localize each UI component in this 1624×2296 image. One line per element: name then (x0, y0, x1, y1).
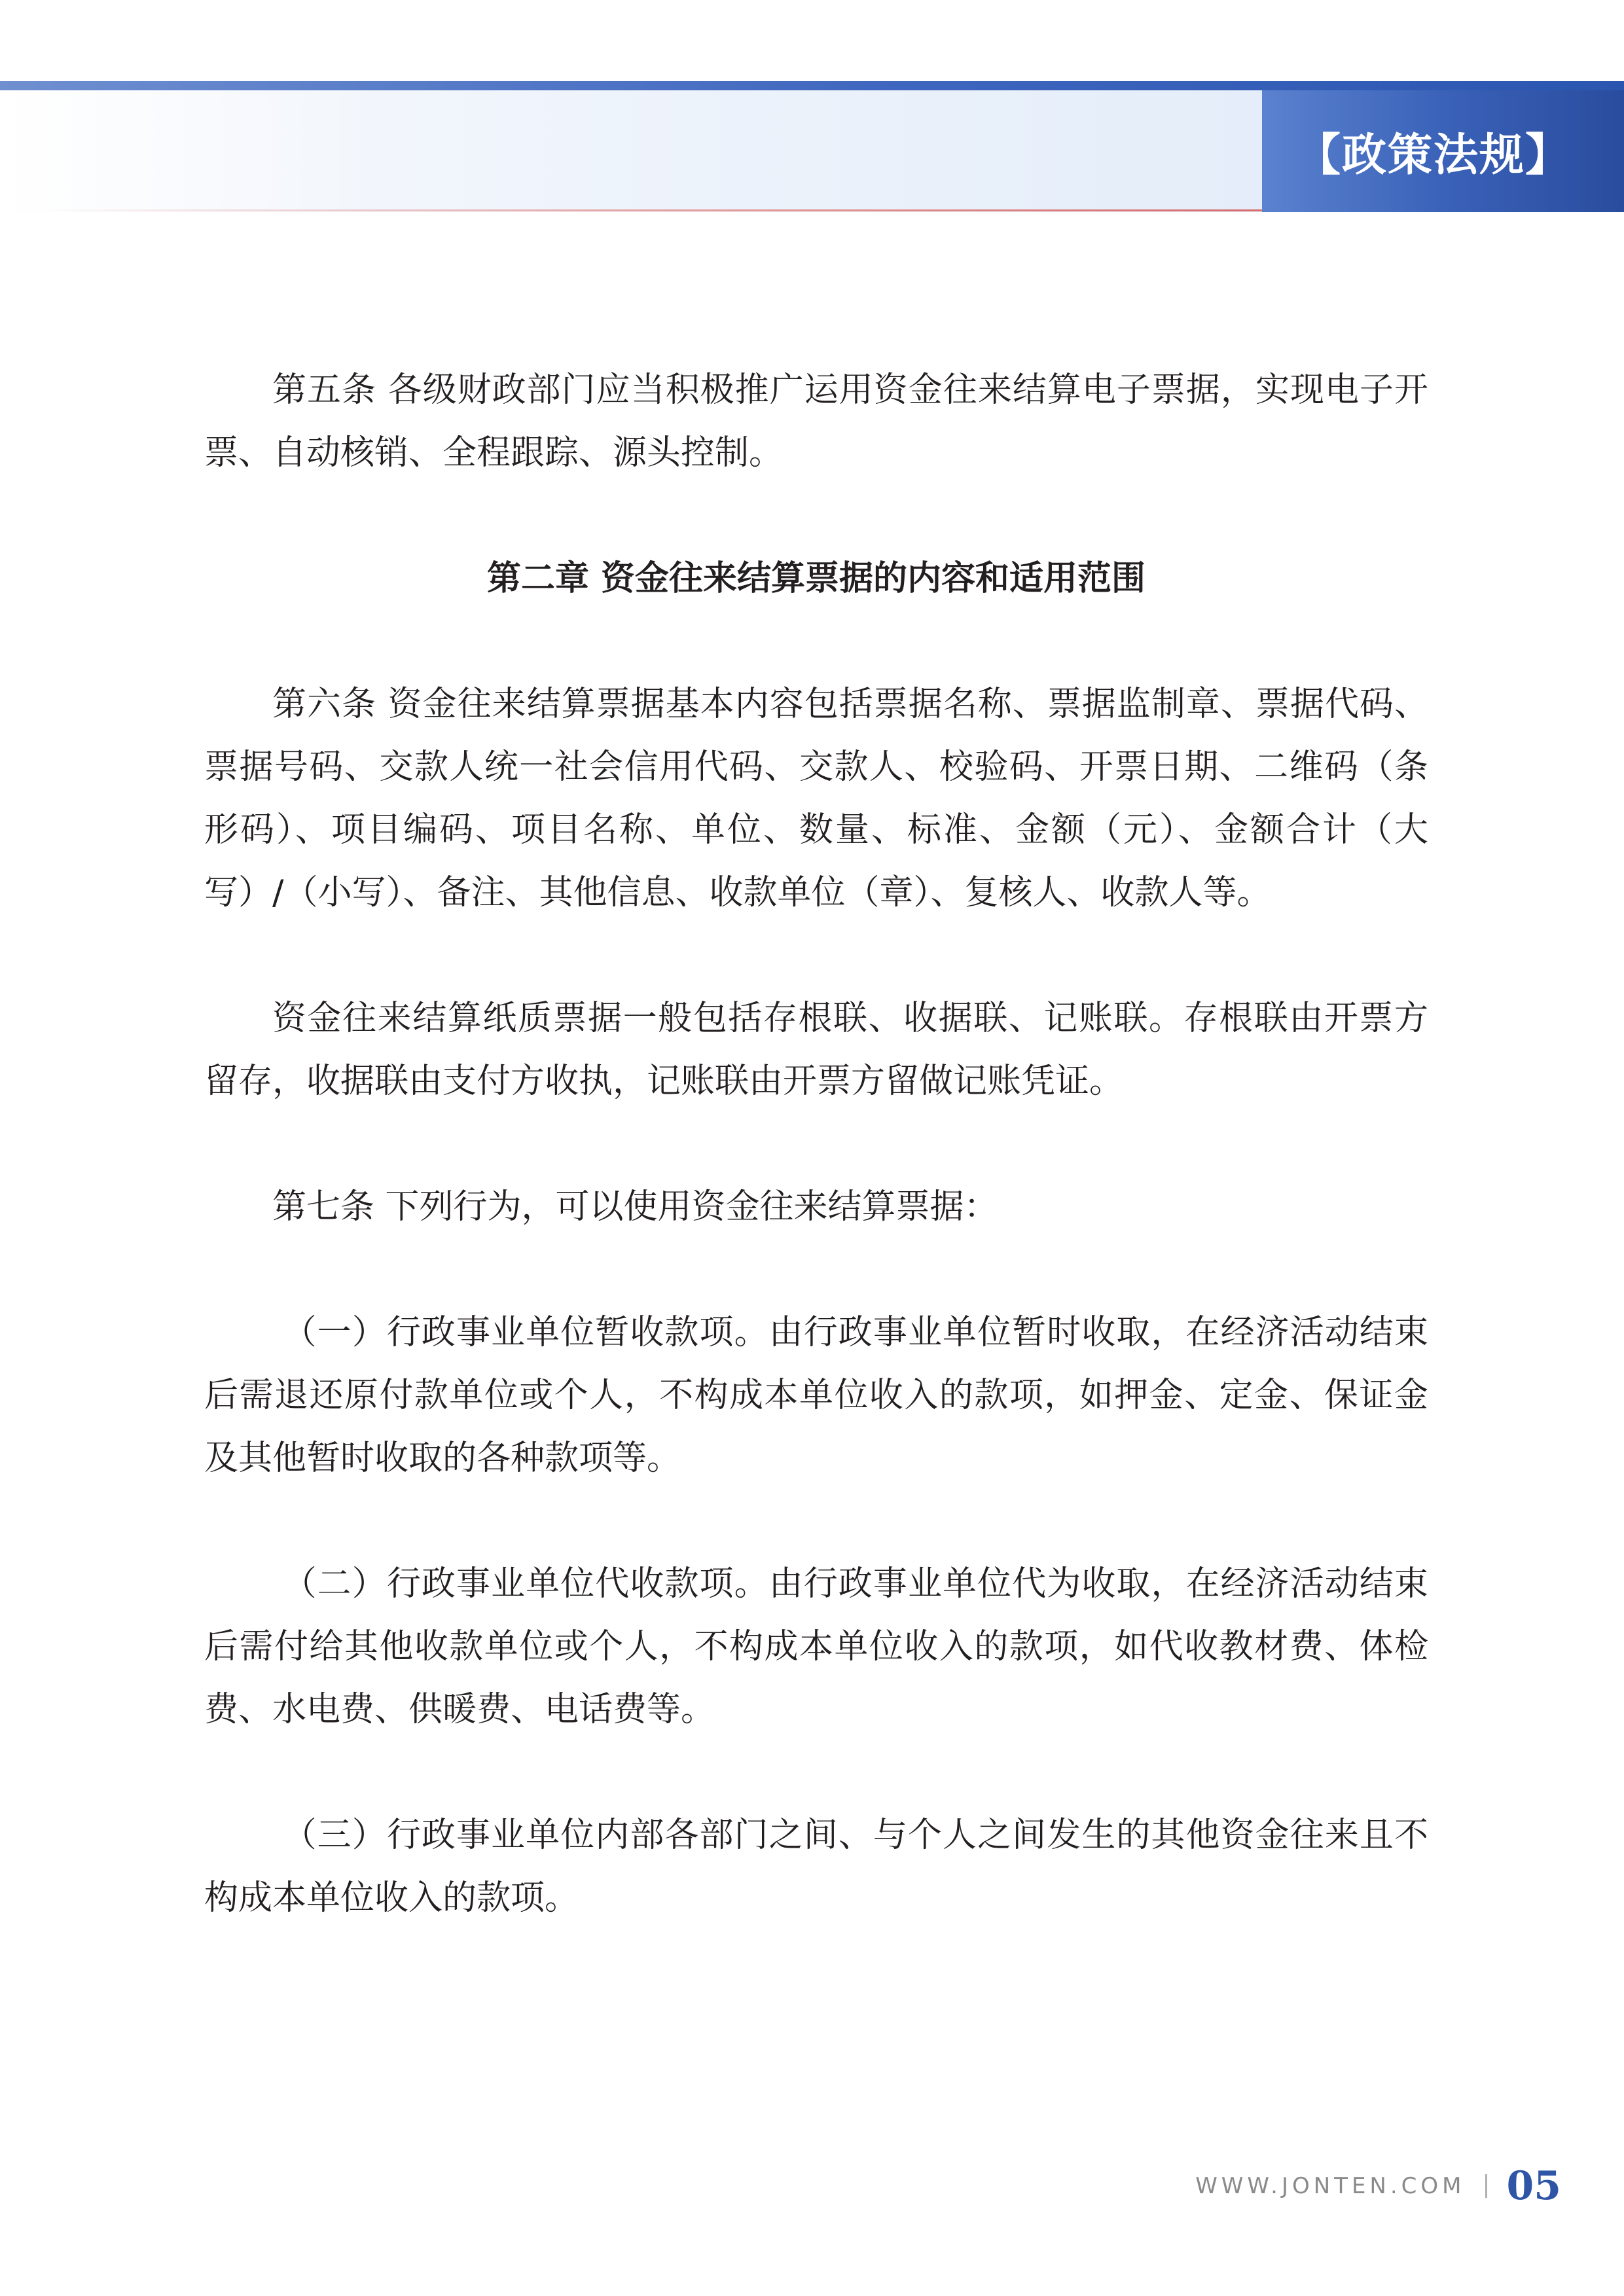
article-7: 第七条 下列行为，可以使用资金往来结算票据： (272, 1187, 998, 1227)
page-footer (1195, 2160, 1561, 2212)
paper-receipt-paragraph: 资金往来结算纸质票据一般包括存根联、收据联、记账联。存根联由开票方留存，收据联由支付方收执，记账联由开票方留做记账凭证。 (204, 999, 1428, 1101)
article-5: 第五条 各级财政部门应当积极推广运用资金往来结算电子票据，实现电子开票、自动核销、全程跟踪、源头控制。 (204, 370, 1428, 473)
article-body (204, 359, 1428, 1992)
article-6: 第六条 资金往来结算票据基本内容包括票据名称、票据监制章、票据代码、票据号码、交款人统一社会信用代码、交款人、校验码、开票日期、二维码（条形码）、项目编码、项目名称、单位、数量、标准、金额（元）、金额合计（大写）/（小写）、备注、其他信息、收款单位（章）、复核人、收款人等。 (204, 685, 1428, 912)
footer-divider (1485, 2174, 1487, 2198)
section-label: 【政策法规】 (1296, 128, 1572, 181)
website-url: WWW.JONTEN.COM (1195, 2173, 1466, 2199)
header-red-line (39, 209, 1262, 211)
page-number: 05 (1506, 2163, 1561, 2209)
article-7-item-1: （一）行政事业单位暂收款项。由行政事业单位暂时收取，在经济活动结束后需退还原付款单位或个人，不构成本单位收入的款项，如押金、定金、保证金及其他暂时收取的各种款项等。 (204, 1313, 1428, 1478)
header-top-line (0, 81, 1624, 90)
chapter-2-heading: 第二章 资金往来结算票据的内容和适用范围 (486, 559, 1146, 598)
header-band (0, 90, 1262, 212)
article-7-item-2: （二）行政事业单位代收款项。由行政事业单位代为收取，在经济活动结束后需付给其他收款单位或个人，不构成本单位收入的款项，如代收教材费、体检费、水电费、供暖费、电话费等。 (204, 1564, 1428, 1729)
article-7-item-3: （三）行政事业单位内部各部门之间、与个人之间发生的其他资金往来且不构成本单位收入的款项。 (204, 1816, 1428, 1918)
section-tab (1262, 90, 1624, 212)
